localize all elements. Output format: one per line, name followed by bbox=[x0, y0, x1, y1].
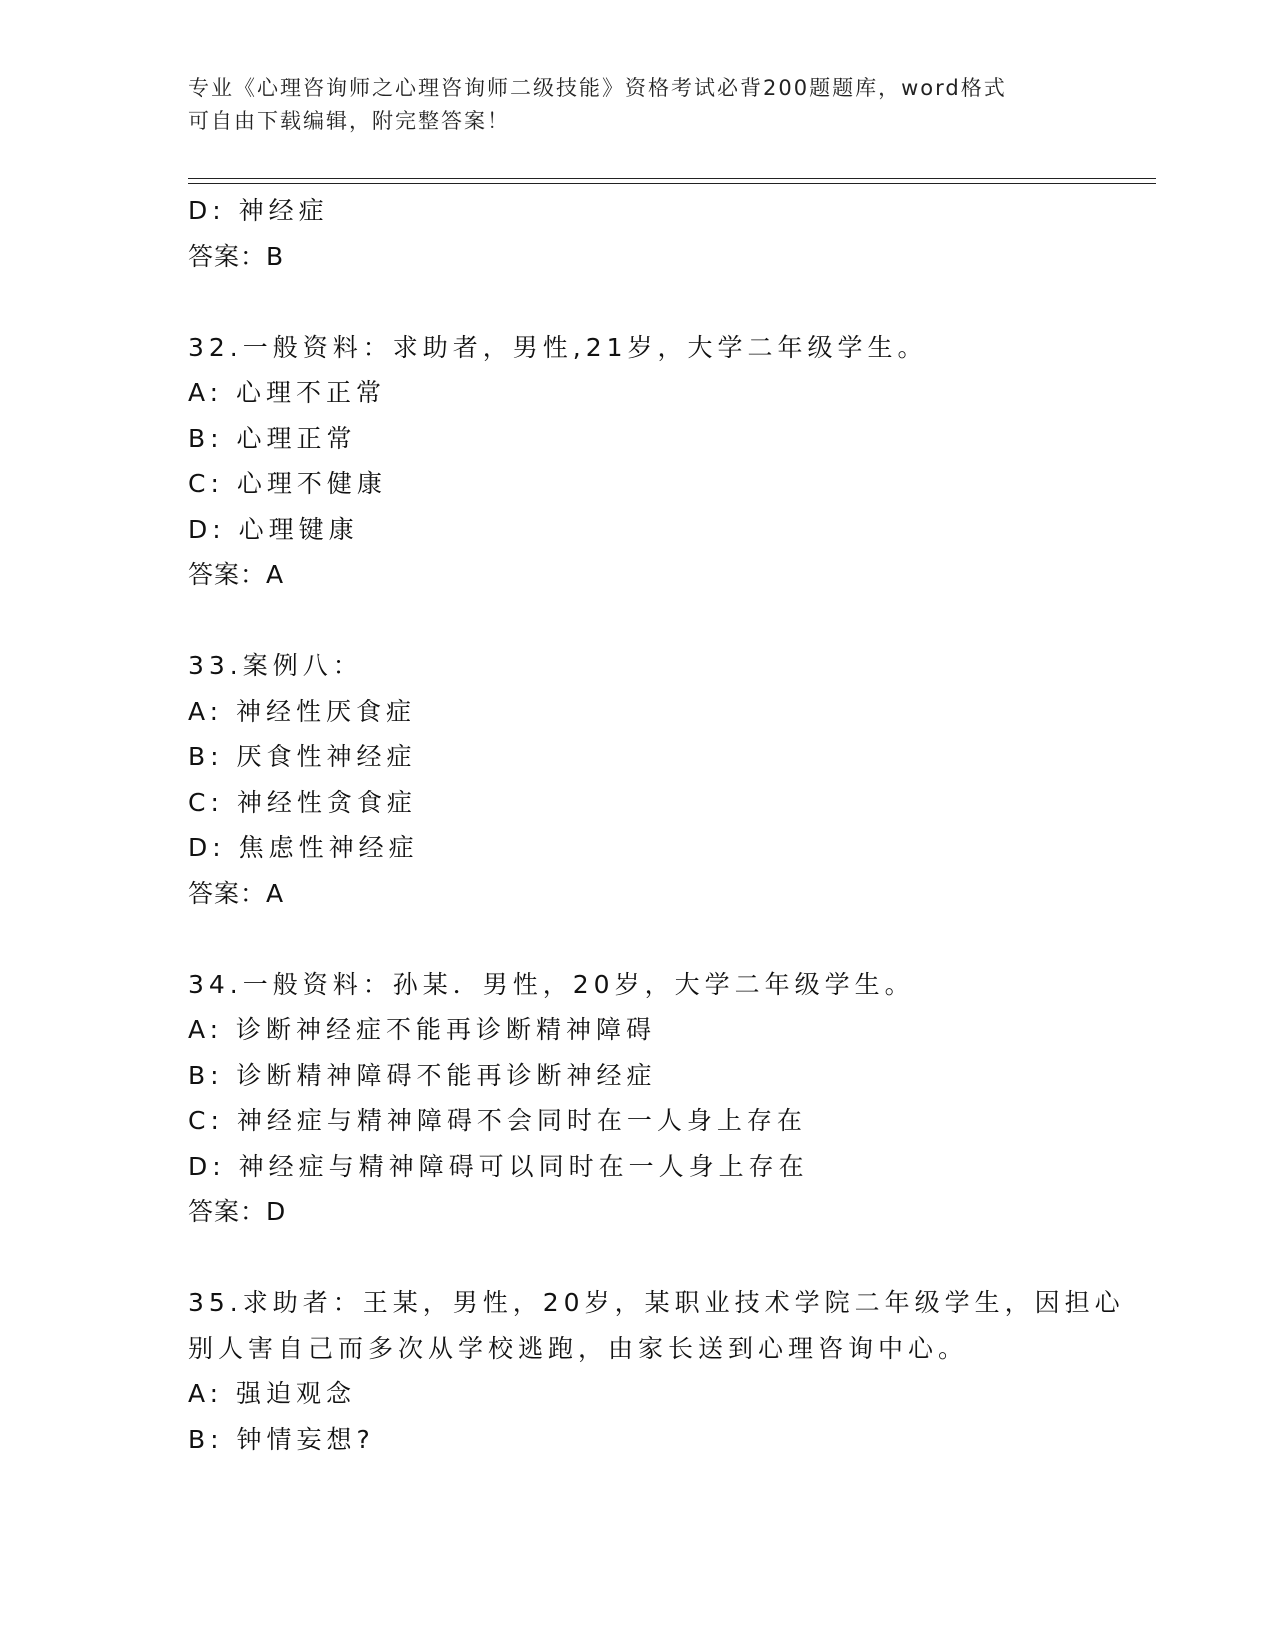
prev-option-d: D: 神经症 bbox=[188, 196, 329, 225]
answer: 答案：A bbox=[188, 560, 285, 589]
option-d: D: 焦虑性神经症 bbox=[188, 833, 419, 862]
option-b: B: 厌食性神经症 bbox=[188, 742, 417, 771]
option-c: C: 神经性贪食症 bbox=[188, 787, 417, 817]
option-a: A: 心理不正常 bbox=[188, 378, 387, 407]
header-line-2: 可自由下载编辑，附完整答案！ bbox=[188, 109, 510, 133]
question-34 bbox=[188, 962, 1088, 1235]
option-a: A: 诊断神经症不能再诊断精神障碍 bbox=[188, 1015, 657, 1044]
spacer bbox=[188, 1235, 1088, 1281]
header-divider-bottom bbox=[188, 183, 1156, 184]
question-stem: 32.一般资料：求助者，男性,21岁，大学二年级学生。 bbox=[188, 332, 928, 362]
question-stem: 34.一般资料：孙某．男性，20岁，大学二年级学生。 bbox=[188, 969, 915, 999]
option-b: B: 心理正常 bbox=[188, 423, 357, 453]
spacer bbox=[188, 916, 1088, 962]
question-stem-line-1: 35.求助者：王某，男性，20岁，某职业技术学院二年级学生，因担心 bbox=[188, 1288, 1125, 1317]
option-d: D: 心理键康 bbox=[188, 514, 359, 544]
option-a: A: 神经性厌食症 bbox=[188, 696, 417, 726]
spacer bbox=[188, 279, 1088, 325]
option-a: A: 强迫观念 bbox=[188, 1379, 357, 1408]
answer: 答案：D bbox=[188, 1197, 287, 1226]
question-35 bbox=[188, 1280, 1125, 1462]
question-stem-line-2: 别人害自己而多次从学校逃跑，由家长送到心理咨询中心。 bbox=[188, 1333, 969, 1363]
option-b: B: 诊断精神障碍不能再诊断神经症 bbox=[188, 1060, 657, 1090]
answer: 答案：A bbox=[188, 878, 285, 908]
header-line-1: 专业《心理咨询师之心理咨询师二级技能》资格考试必背200题题库，word格式 bbox=[188, 76, 1007, 100]
header-divider-top bbox=[188, 178, 1156, 179]
option-c: C: 神经症与精神障碍不会同时在一人身上存在 bbox=[188, 1106, 807, 1135]
question-32 bbox=[188, 325, 1088, 598]
question-33 bbox=[188, 643, 1088, 916]
option-d: D: 神经症与精神障碍可以同时在一人身上存在 bbox=[188, 1151, 809, 1181]
question-stem: 33.案例八： bbox=[188, 651, 363, 680]
question-list bbox=[188, 188, 1125, 1462]
option-c: C: 心理不健康 bbox=[188, 469, 387, 498]
option-b: B: 钟情妄想? bbox=[188, 1424, 375, 1454]
prev-answer: 答案：B bbox=[188, 241, 285, 271]
spacer bbox=[188, 598, 1088, 644]
page-header bbox=[188, 72, 1078, 138]
